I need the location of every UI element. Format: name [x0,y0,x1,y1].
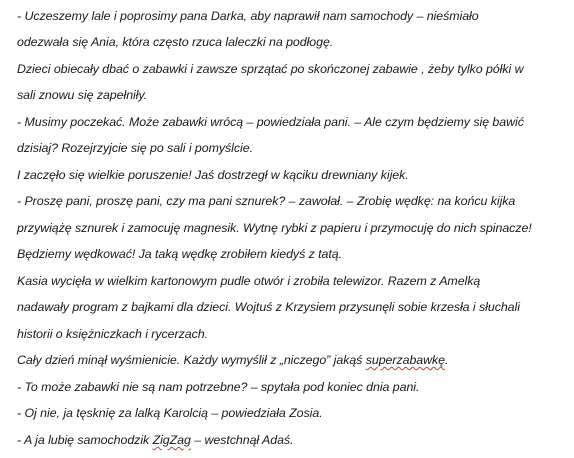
spellcheck-marked-word[interactable]: ZigZag [152,433,191,447]
text-line-14 [17,352,448,368]
text-line-9: przywiążę sznurek i zamocuję magnesik. Wytnę rybki z papieru i przymocuję do nich spinacze! [17,221,532,235]
text-line-14-start: Cały dzień minął wyśmienicie. Każdy wymyślił z „niczego” jakąś [17,353,366,367]
text-line-8: - Proszę pani, proszę pani, czy ma pani sznurek? – zawołał. – Zrobię wędkę: na końcu kijka [17,194,516,208]
text-line-6: dzisiaj? Rozejrzyjcie się po sali i pomyślcie. [17,141,253,155]
text-line-14-end: . [445,353,449,367]
text-line-3: Dzieci obiecały dbać o zabawki i zawsze sprzątać po skończonej zabawie , żeby tylko półki w [17,62,524,76]
text-line-4: sali znowu się zapełniły. [17,88,148,102]
text-line-11: Kasia wycięła w wielkim kartonowym pudle otwór i zrobiła telewizor. Razem z Amelką [17,274,481,288]
text-line-7: I zaczęło się wielkie poruszenie! Jaś dostrzegł w kąciku drewniany kijek. [17,168,409,182]
text-line-13: historii o księżniczkach i rycerzach. [17,327,208,341]
text-line-15: - To może zabawki nie są nam potrzebne? – spytała pod koniec dnia pani. [17,380,420,394]
text-line-17 [17,432,294,448]
text-line-1: - Uczeszemy lale i poprosimy pana Darka, aby naprawił nam samochody – nieśmiało [17,9,479,23]
text-line-10: Będziemy wędkować! Ja taką wędkę zrobiłem kiedyś z tatą. [17,247,343,261]
text-line-17-start: - A ja lubię samochodzik [17,433,153,447]
text-line-17-end: – westchnął Adaś. [190,433,294,447]
spellcheck-marked-word[interactable]: superzabawkę [365,353,446,367]
text-line-2: odezwała się Ania, która często rzuca laleczki na podłogę. [17,35,334,49]
text-line-16: - Oj nie, ja tęsknię za lalką Karolcią – powiedziała Zosia. [17,406,323,420]
text-line-5: - Musimy poczekać. Może zabawki wrócą – powiedziała pani. – Ale czym będziemy się bawić [17,115,524,129]
text-line-12: nadawały program z bajkami dla dzieci. Wojtuś z Krzysiem przysunęli sobie krzesła i słuchali [17,300,520,314]
